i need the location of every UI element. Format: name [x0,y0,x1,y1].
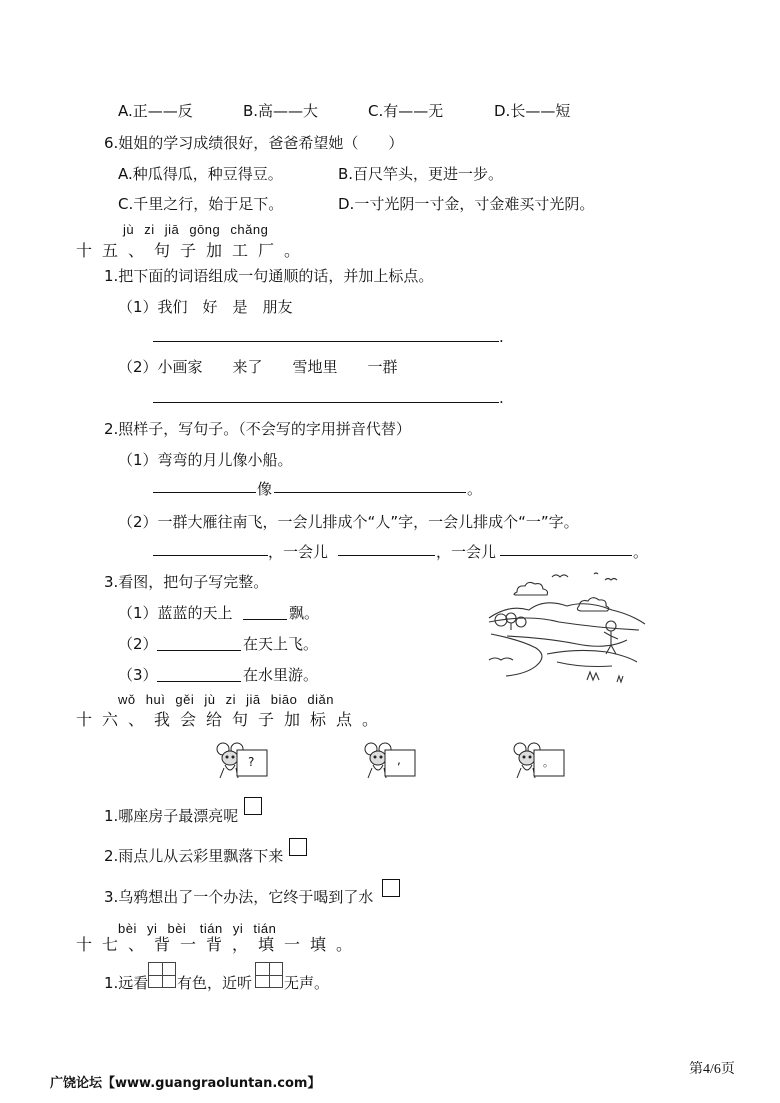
q2-2-part1: ，一会儿 [268,543,329,561]
period-mark: . [499,389,504,407]
answer-line[interactable] [157,681,241,682]
answer-line[interactable] [500,555,632,556]
answer-line[interactable] [338,555,435,556]
punctuation-box[interactable] [289,838,307,856]
sec15-q1-item1: （1）我们 好 是 朋友 [118,298,293,316]
sec17-q1-b: 有色，近听 [177,974,253,992]
sec16-item1: 1.哪座房子最漂亮呢 [104,807,239,825]
landscape-illustration [487,570,647,692]
answer-line[interactable] [153,341,499,342]
q5-option-c: C.有——无 [368,102,444,120]
q6-option-a: A.种瓜得瓜，种豆得豆。 [118,165,283,183]
answer-line[interactable] [157,650,241,651]
answer-line[interactable] [153,402,499,403]
sec15-title: 十五、句子加工厂。 [76,241,311,260]
q6-option-c: C.千里之行，始于足下。 [118,195,284,213]
sec16-title: 十六、我会给句子加标点。 [76,710,389,729]
q2-2-part3: 。 [633,543,649,561]
tian-grid-box[interactable] [148,962,176,988]
sec17-title: 十七、背一背，填一填。 [76,935,363,954]
q2-1-mid: 像 [257,480,273,498]
sec15-q1-item2: （2）小画家 来了 雪地里 一群 [118,358,398,376]
page-number: 第4/6页 [689,1062,735,1077]
sec17-pinyin: bèi yi bèi tián yi tián [118,921,277,936]
sign-mark: ? [248,755,255,769]
sign-mark: 。 [543,756,554,769]
mouse-sign-period [512,740,568,782]
answer-line[interactable] [153,492,256,493]
q3-item2-post: 在天上飞。 [243,635,319,653]
sec16-item3: 3.乌鸦想出了一个办法，它终于喝到了水 [104,888,374,906]
q5-option-a: A.正——反 [118,102,193,120]
sec15-pinyin: jù zi jiā gōng chǎng [123,222,269,237]
mouse-icon [512,740,568,782]
q5-option-d: D.长——短 [494,102,571,120]
sec16-item2: 2.雨点儿从云彩里飘落下来 [104,847,284,865]
answer-line[interactable] [153,555,268,556]
mouse-icon [363,740,419,782]
mouse-sign-question [215,740,271,782]
q3-item1-pre: （1）蓝蓝的天上 [118,604,233,622]
footer-site: 广饶论坛【www.guangraoluntan.com】 [50,1076,321,1091]
answer-line[interactable] [274,492,466,493]
sec17-q1-a: 1.远看 [104,974,149,992]
sec15-q2: 2.照样子，写句子。（不会写的字用拼音代替） [104,420,411,438]
q3-item1-post: 飘。 [289,604,320,622]
sign-mark: , [397,753,401,767]
sec17-q1-c: 无声。 [284,974,330,992]
q2-1-end: 。 [467,480,483,498]
q6-option-d: D.一寸光阴一寸金，寸金难买寸光阴。 [338,195,595,213]
sec15-q2-example1: （1）弯弯的月儿像小船。 [118,451,293,469]
sec16-pinyin: wǒ huì gěi jù zi jiā biāo diǎn [118,692,334,707]
q5-option-b: B.高——大 [243,102,319,120]
mouse-sign-comma [363,740,419,782]
answer-line[interactable] [243,619,287,620]
q3-item3-pre: （3） [118,666,158,684]
period-mark: . [499,328,504,346]
punctuation-box[interactable] [244,797,262,815]
tian-grid-box[interactable] [255,962,283,988]
q3-item2-pre: （2） [118,635,158,653]
q2-2-part2: ，一会儿 [436,543,497,561]
q6-option-b: B.百尺竿头，更进一步。 [338,165,504,183]
sec15-q2-example2: （2）一群大雁往南飞，一会儿排成个“人”字，一会儿排成个“一”字。 [118,513,579,531]
punctuation-box[interactable] [382,879,400,897]
q6-stem: 6.姐姐的学习成绩很好，爸爸希望她（ ） [104,134,404,152]
sec15-q1: 1.把下面的词语组成一句通顺的话，并加上标点。 [104,267,434,285]
mouse-icon [215,740,271,782]
q3-item3-post: 在水里游。 [243,666,319,684]
sec15-q3: 3.看图，把句子写完整。 [104,573,269,591]
